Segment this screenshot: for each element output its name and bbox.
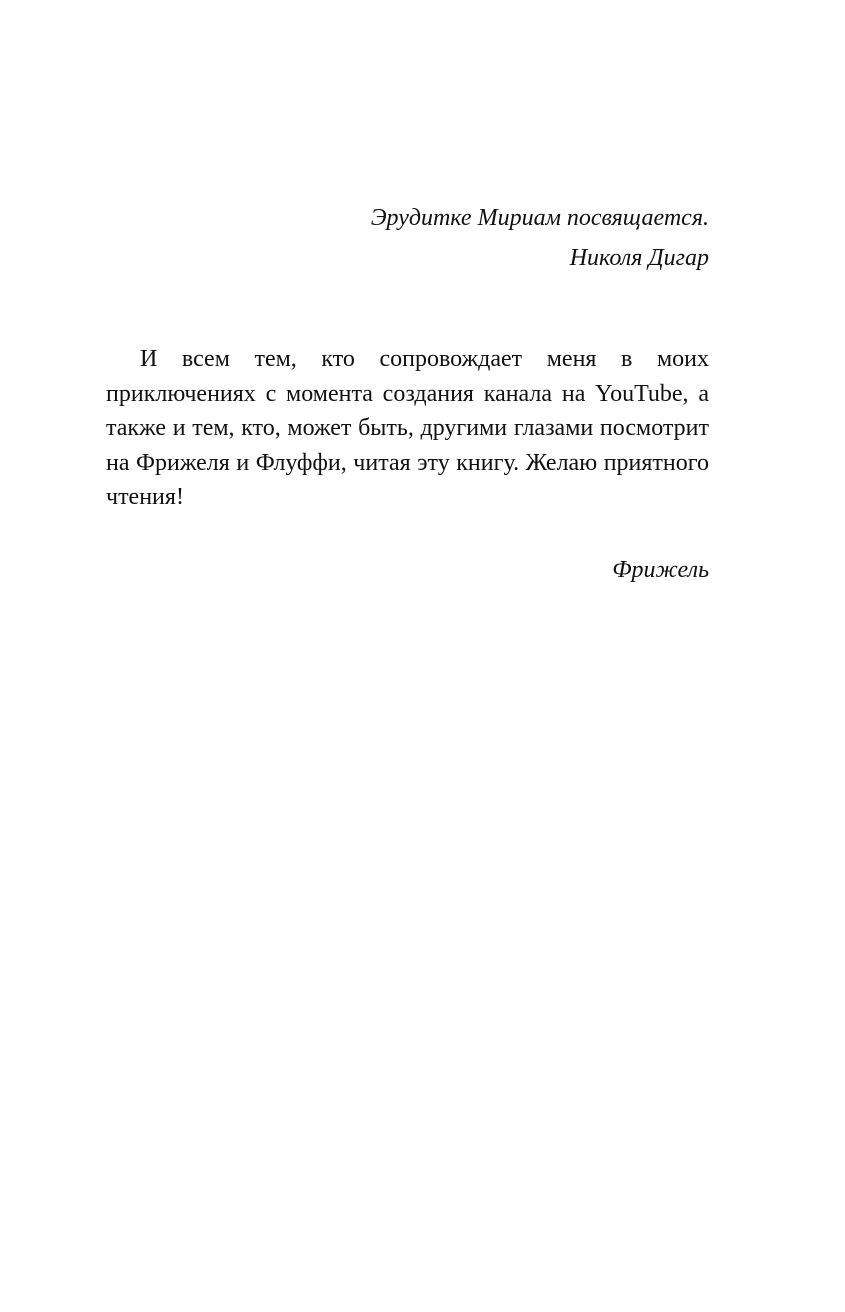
dedication-paragraph: И всем тем, кто сопровождает меня в моих приключениях с момента создания канала на YouTube, а также и тем, кто, может быть, другими глазами посмотрит на Фрижеля и Флуффи, читая эту книгу. Желаю приятного чтения! — [106, 346, 709, 510]
dedication-block — [371, 198, 709, 278]
dedication-author: Николя Дигар — [569, 245, 709, 271]
dedication-line: Эрудитке Мириам посвящается. — [370, 205, 709, 231]
signature: Фрижель — [612, 557, 709, 583]
